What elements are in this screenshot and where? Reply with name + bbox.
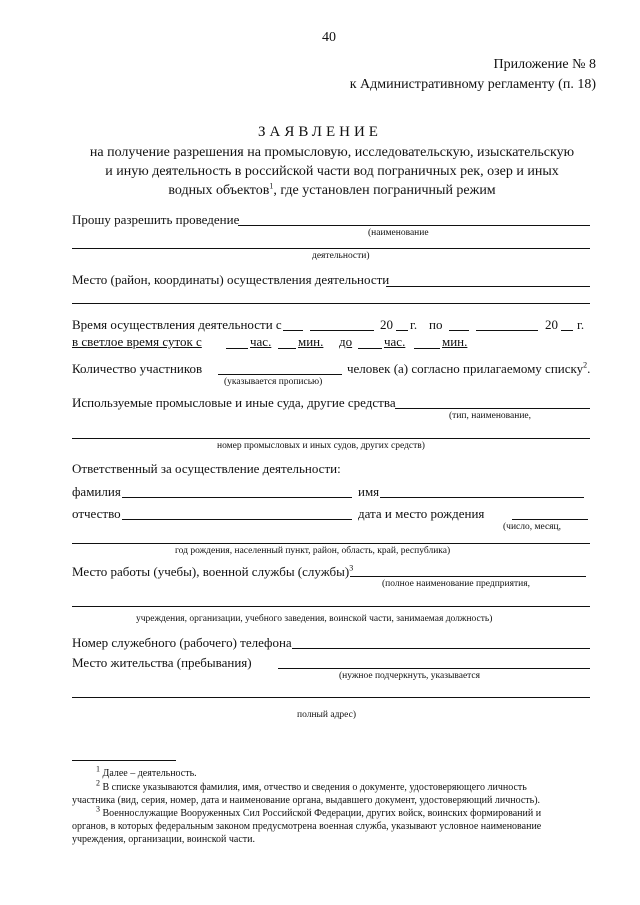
subtitle-line-1: на получение разрешения на промысловую, исследовательскую, изыскательскую	[89, 145, 575, 160]
birth-hint-2: год рождения, населенный пункт, район, область, край, республика)	[175, 546, 451, 556]
place-field[interactable]	[386, 286, 590, 287]
document-title: ЗАЯВЛЕНИЕ	[258, 124, 382, 140]
time-year1: 20	[380, 317, 393, 332]
vessels-hint-2: номер промысловых и иных судов, других средств)	[217, 441, 425, 451]
patronymic-label: отчество	[72, 506, 121, 521]
footnote-3-text-c: учреждения, организации, воинской части.	[72, 834, 256, 845]
residence-field[interactable]	[278, 668, 590, 669]
page-number: 40	[322, 30, 336, 45]
min-to-field[interactable]	[414, 348, 440, 349]
phone-field[interactable]	[292, 648, 590, 649]
request-field-2[interactable]	[72, 248, 590, 249]
birth-field-2[interactable]	[72, 543, 590, 544]
subtitle-line-3a: водных объектов	[168, 183, 270, 198]
work-field-2[interactable]	[72, 606, 590, 607]
appendix-line-2: к Административному регламенту (п. 18)	[349, 77, 596, 92]
participants-label: Количество участников	[72, 361, 203, 376]
request-label: Прошу разрешить проведение	[72, 212, 240, 227]
subtitle-line-3b: , где установлен пограничный режим	[273, 183, 496, 198]
appendix-line-1: Приложение № 8	[493, 57, 596, 72]
residence-field-2[interactable]	[72, 697, 590, 698]
work-hint-1: (полное наименование предприятия,	[382, 579, 530, 589]
footnote-ref-1: 1	[269, 181, 274, 191]
time-po: по	[429, 317, 443, 332]
participants-dot: .	[587, 361, 591, 376]
footnote-2	[72, 778, 592, 807]
birth-label: дата и место рождения	[358, 506, 485, 521]
place-field-2[interactable]	[72, 303, 590, 304]
time-g1: г.	[410, 317, 418, 332]
subtitle-line-3	[0, 183, 640, 199]
time-day-to[interactable]	[449, 330, 469, 331]
footnote-1	[72, 764, 592, 780]
time-day-from[interactable]	[283, 330, 303, 331]
vessels-hint-1: (тип, наименование,	[449, 411, 532, 421]
time-month-to[interactable]	[476, 330, 538, 331]
surname-label: фамилия	[72, 484, 121, 499]
patronymic-field[interactable]	[122, 519, 352, 520]
hour-from-field[interactable]	[226, 348, 248, 349]
vessels-field-2[interactable]	[72, 438, 590, 439]
footnote-separator	[72, 760, 176, 761]
daylight-label: в светлое время суток с	[72, 334, 202, 349]
footnote-3-text-b: органов, в которых федеральным законом предусмотрена военная служба, указывают условное наименование	[72, 821, 542, 832]
hour1-label: час.	[250, 334, 272, 349]
work-label	[72, 564, 353, 580]
min-from-field[interactable]	[278, 348, 296, 349]
footnote-3-mark: 3	[96, 804, 100, 814]
residence-hint-2: полный адрес)	[297, 710, 357, 720]
time-year-to[interactable]	[561, 330, 573, 331]
responsible-label: Ответственный за осуществление деятельности:	[72, 461, 341, 476]
birth-field[interactable]	[512, 519, 588, 520]
subtitle-line-2: и иную деятельность в российской части вод пограничных рек, озер и иных	[105, 164, 559, 179]
footnote-3-text-a: Военнослужащие Вооруженных Сил Российской Федерации, других войск, воинских формирований и	[102, 808, 542, 819]
hour-to-field[interactable]	[358, 348, 382, 349]
participants-after-text: человек (а) согласно прилагаемому списку	[347, 361, 584, 376]
time-year2: 20	[545, 317, 558, 332]
footnote-1-text: Далее – деятельность.	[102, 768, 197, 779]
time-month-from[interactable]	[310, 330, 374, 331]
birth-hint-1: (число, месяц,	[503, 522, 561, 532]
request-field[interactable]	[238, 225, 590, 226]
participants-hint: (указывается прописью)	[224, 377, 323, 387]
hour2-label: час.	[384, 334, 406, 349]
do-label: до	[339, 334, 353, 349]
residence-label: Место жительства (пребывания)	[72, 655, 252, 670]
time-year-from[interactable]	[396, 330, 408, 331]
name-label: имя	[358, 484, 380, 499]
min1-label: мин.	[298, 334, 324, 349]
footnote-2-text-a: В списке указываются фамилия, имя, отчество и сведения о документе, удостоверяющего личность	[102, 782, 527, 793]
participants-field[interactable]	[218, 374, 342, 375]
footnote-2-text-b: участника (вид, серия, номер, дата и наименование органа, выдавшего документ, удостоверяющий личность).	[72, 795, 541, 806]
work-label-text: Место работы (учебы), военной службы (службы)	[72, 564, 350, 579]
residence-hint-1: (нужное подчеркнуть, указывается	[339, 671, 481, 681]
time-g2: г.	[577, 317, 585, 332]
participants-after	[347, 361, 590, 377]
vessels-label: Используемые промысловые и иные суда, другие средства	[72, 395, 396, 410]
surname-field[interactable]	[122, 497, 352, 498]
request-hint-1: (наименование	[368, 228, 429, 238]
footnote-2-mark: 2	[96, 778, 100, 788]
min2-label: мин.	[442, 334, 468, 349]
work-hint-2: учреждения, организации, учебного заведения, воинской части, занимаемая должность)	[136, 614, 493, 624]
place-label: Место (район, координаты) осуществления деятельности	[72, 272, 390, 287]
footnote-1-mark: 1	[96, 764, 100, 774]
name-field[interactable]	[380, 497, 584, 498]
footnote-3	[72, 804, 592, 846]
time-label: Время осуществления деятельности с	[72, 317, 282, 332]
request-hint-2: деятельности)	[312, 251, 370, 261]
footnote-ref-3: 3	[349, 563, 354, 573]
vessels-field[interactable]	[395, 408, 590, 409]
phone-label: Номер служебного (рабочего) телефона	[72, 635, 292, 650]
footnote-ref-2: 2	[583, 360, 588, 370]
work-field[interactable]	[350, 576, 586, 577]
